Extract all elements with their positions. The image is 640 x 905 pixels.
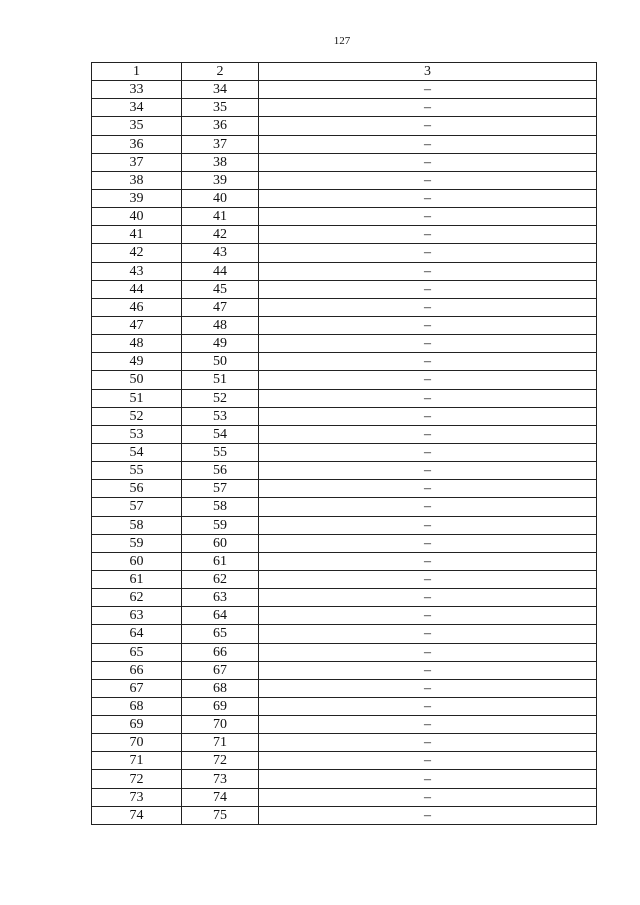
table-cell-col-1: 68 (92, 697, 182, 715)
table-cell-col-2: 63 (182, 589, 259, 607)
table-cell-col-1: 51 (92, 389, 182, 407)
table-cell-col-1: 55 (92, 462, 182, 480)
table-row (92, 589, 597, 607)
table-cell-col-1: 46 (92, 298, 182, 316)
table-cell-col-3: – (259, 135, 597, 153)
table-cell-col-2: 41 (182, 208, 259, 226)
table-cell-col-3: – (259, 298, 597, 316)
table-cell-col-2: 67 (182, 661, 259, 679)
table-cell-col-1: 67 (92, 679, 182, 697)
table-cell-col-2: 35 (182, 99, 259, 117)
table-cell-col-1: 47 (92, 316, 182, 334)
table-row (92, 716, 597, 734)
table-row (92, 389, 597, 407)
table-row (92, 171, 597, 189)
table-row (92, 425, 597, 443)
table-cell-col-2: 43 (182, 244, 259, 262)
table-row (92, 516, 597, 534)
table-cell-col-2: 40 (182, 189, 259, 207)
table-row (92, 806, 597, 824)
table-cell-col-2: 55 (182, 443, 259, 461)
table-row (92, 643, 597, 661)
table-row (92, 661, 597, 679)
table-cell-col-2: 36 (182, 117, 259, 135)
table-cell-col-1: 40 (92, 208, 182, 226)
table-cell-col-3: – (259, 752, 597, 770)
table-cell-col-3: – (259, 734, 597, 752)
table-row (92, 117, 597, 135)
table-cell-col-3: – (259, 679, 597, 697)
table-cell-col-2: 39 (182, 171, 259, 189)
table-cell-col-3: – (259, 208, 597, 226)
table-cell-col-1: 34 (92, 99, 182, 117)
table-cell-col-3: – (259, 516, 597, 534)
table-row (92, 81, 597, 99)
table-cell-col-1: 61 (92, 570, 182, 588)
table-cell-col-3: – (259, 117, 597, 135)
table-cell-col-3: – (259, 480, 597, 498)
table-row (92, 371, 597, 389)
table-cell-col-2: 68 (182, 679, 259, 697)
table-cell-col-2: 34 (182, 81, 259, 99)
table-cell-col-1: 37 (92, 153, 182, 171)
table-cell-col-3: – (259, 716, 597, 734)
table-row (92, 189, 597, 207)
table-cell-col-3: – (259, 643, 597, 661)
table-row (92, 280, 597, 298)
table-row (92, 335, 597, 353)
table-cell-col-2: 64 (182, 607, 259, 625)
table-row (92, 208, 597, 226)
table-cell-col-2: 70 (182, 716, 259, 734)
table-cell-col-3: – (259, 371, 597, 389)
table-cell-col-2: 72 (182, 752, 259, 770)
table-cell-col-2: 58 (182, 498, 259, 516)
table-row (92, 298, 597, 316)
table-cell-col-1: 73 (92, 788, 182, 806)
table-cell-col-1: 64 (92, 625, 182, 643)
table-cell-col-3: – (259, 81, 597, 99)
table-row (92, 99, 597, 117)
table-cell-col-2: 54 (182, 425, 259, 443)
table-cell-col-1: 35 (92, 117, 182, 135)
table-cell-col-3: – (259, 697, 597, 715)
table-cell-col-3: – (259, 425, 597, 443)
table-cell-col-1: 33 (92, 81, 182, 99)
table-cell-col-1: 53 (92, 425, 182, 443)
table-row (92, 752, 597, 770)
table-cell-col-2: 42 (182, 226, 259, 244)
table-cell-col-1: 65 (92, 643, 182, 661)
table-cell-col-3: – (259, 534, 597, 552)
table-cell-col-3: – (259, 788, 597, 806)
table-cell-col-1: 57 (92, 498, 182, 516)
table-cell-col-3: – (259, 625, 597, 643)
table-row (92, 552, 597, 570)
table-cell-col-1: 72 (92, 770, 182, 788)
table-cell-col-2: 45 (182, 280, 259, 298)
table-cell-col-2: 62 (182, 570, 259, 588)
table-row (92, 697, 597, 715)
table-cell-col-1: 59 (92, 534, 182, 552)
table-cell-col-3: – (259, 607, 597, 625)
table-cell-col-3: – (259, 407, 597, 425)
table-row (92, 443, 597, 461)
table-cell-col-3: – (259, 171, 597, 189)
page-number: 127 (333, 35, 351, 47)
data-table (91, 62, 597, 825)
table-row (92, 316, 597, 334)
table-cell-col-3: – (259, 570, 597, 588)
table-cell-col-2: 47 (182, 298, 259, 316)
table-cell-col-1: 48 (92, 335, 182, 353)
table-row (92, 734, 597, 752)
table-cell-col-1: 70 (92, 734, 182, 752)
table-cell-col-3: – (259, 552, 597, 570)
table-cell-col-1: 49 (92, 353, 182, 371)
table-cell-col-3: – (259, 498, 597, 516)
table-cell-col-3: – (259, 770, 597, 788)
table-cell-col-2: 59 (182, 516, 259, 534)
table-cell-col-1: 71 (92, 752, 182, 770)
table-cell-col-3: – (259, 153, 597, 171)
table-cell-col-2: 60 (182, 534, 259, 552)
table-row (92, 226, 597, 244)
table-cell-col-2: 69 (182, 697, 259, 715)
table-cell-col-1: 54 (92, 443, 182, 461)
table-cell-col-1: 43 (92, 262, 182, 280)
column-header-1: 1 (92, 63, 182, 81)
column-header-2: 2 (182, 63, 259, 81)
table-cell-col-1: 58 (92, 516, 182, 534)
table-cell-col-3: – (259, 806, 597, 824)
table-cell-col-1: 42 (92, 244, 182, 262)
table-row (92, 679, 597, 697)
table-cell-col-3: – (259, 389, 597, 407)
table-cell-col-3: – (259, 661, 597, 679)
table-cell-col-1: 38 (92, 171, 182, 189)
table-cell-col-2: 38 (182, 153, 259, 171)
column-header-3: 3 (259, 63, 597, 81)
table-cell-col-2: 65 (182, 625, 259, 643)
table-header-row (92, 63, 597, 81)
table-cell-col-2: 57 (182, 480, 259, 498)
table-cell-col-2: 61 (182, 552, 259, 570)
table-cell-col-3: – (259, 189, 597, 207)
table-cell-col-2: 48 (182, 316, 259, 334)
table-row (92, 407, 597, 425)
table-cell-col-3: – (259, 353, 597, 371)
table-cell-col-1: 56 (92, 480, 182, 498)
table-cell-col-1: 62 (92, 589, 182, 607)
table-row (92, 570, 597, 588)
table-cell-col-1: 39 (92, 189, 182, 207)
table-row (92, 607, 597, 625)
table-cell-col-2: 66 (182, 643, 259, 661)
table-cell-col-3: – (259, 244, 597, 262)
table-cell-col-1: 52 (92, 407, 182, 425)
table-cell-col-1: 69 (92, 716, 182, 734)
table-row (92, 534, 597, 552)
table-cell-col-3: – (259, 99, 597, 117)
table-cell-col-2: 51 (182, 371, 259, 389)
table-cell-col-1: 66 (92, 661, 182, 679)
table-row (92, 462, 597, 480)
table-row (92, 135, 597, 153)
table-row (92, 153, 597, 171)
table-cell-col-2: 50 (182, 353, 259, 371)
table-cell-col-1: 41 (92, 226, 182, 244)
table-row (92, 770, 597, 788)
table-cell-col-2: 53 (182, 407, 259, 425)
table-cell-col-3: – (259, 262, 597, 280)
table-cell-col-2: 52 (182, 389, 259, 407)
table-row (92, 788, 597, 806)
table-cell-col-2: 75 (182, 806, 259, 824)
table-cell-col-3: – (259, 280, 597, 298)
table-cell-col-3: – (259, 226, 597, 244)
table-cell-col-1: 74 (92, 806, 182, 824)
table-cell-col-3: – (259, 316, 597, 334)
table-cell-col-2: 44 (182, 262, 259, 280)
table-row (92, 262, 597, 280)
table-cell-col-2: 49 (182, 335, 259, 353)
table-body (92, 81, 597, 825)
table-cell-col-2: 71 (182, 734, 259, 752)
table-cell-col-1: 44 (92, 280, 182, 298)
table-row (92, 625, 597, 643)
table-cell-col-2: 74 (182, 788, 259, 806)
table-cell-col-1: 36 (92, 135, 182, 153)
table-cell-col-3: – (259, 589, 597, 607)
table-row (92, 480, 597, 498)
table-row (92, 353, 597, 371)
table-cell-col-3: – (259, 335, 597, 353)
table-row (92, 498, 597, 516)
table-cell-col-1: 63 (92, 607, 182, 625)
table-cell-col-3: – (259, 443, 597, 461)
table-cell-col-1: 50 (92, 371, 182, 389)
table-cell-col-2: 56 (182, 462, 259, 480)
table-cell-col-1: 60 (92, 552, 182, 570)
table-cell-col-3: – (259, 462, 597, 480)
table-cell-col-2: 37 (182, 135, 259, 153)
table-row (92, 244, 597, 262)
table-cell-col-2: 73 (182, 770, 259, 788)
